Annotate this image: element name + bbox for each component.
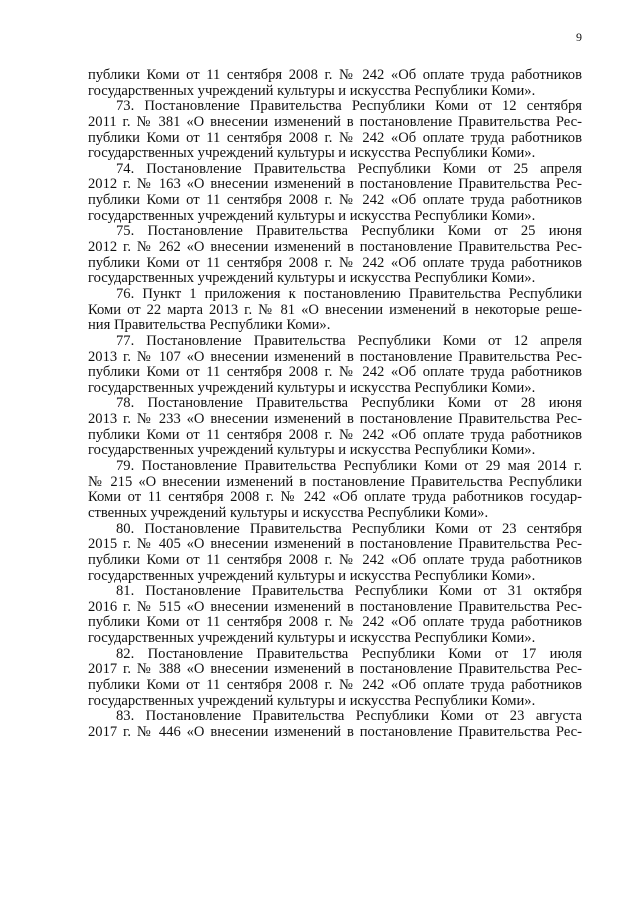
text-line: ственных учреждений культуры и искусства Республики Коми». (88, 505, 489, 521)
text-line: Коми от 22 марта 2013 г. № 81 «О внесении изменений в некоторые реше- (88, 302, 582, 318)
text-line: 2013 г. № 107 «О внесении изменений в постановление Правительства Рес- (88, 349, 582, 365)
text-line: публики Коми от 11 сентября 2008 г. № 242 «Об оплате труда работников (88, 255, 582, 271)
paragraph-first-line: 77. Постановление Правительства Республики Коми от 12 апреля (116, 333, 582, 349)
document-body (88, 68, 582, 741)
text-line: 2017 г. № 446 «О внесении изменений в постановление Правительства Рес- (88, 724, 582, 740)
text-line: 2013 г. № 233 «О внесении изменений в постановление Правительства Рес- (88, 412, 582, 428)
text-line: государственных учреждений культуры и искусства Республики Коми». (88, 568, 536, 584)
text-line: публики Коми от 11 сентября 2008 г. № 242 «Об оплате труда работников (88, 677, 582, 693)
paragraph-first-line: 83. Постановление Правительства Республики Коми от 23 августа (116, 709, 582, 725)
paragraph-first-line: 80. Постановление Правительства Республики Коми от 23 сентября (116, 521, 582, 537)
page-number: 9 (576, 30, 582, 44)
text-line: государственных учреждений культуры и искусства Республики Коми». (88, 631, 536, 647)
text-line: 2015 г. № 405 «О внесении изменений в постановление Правительства Рес- (88, 537, 582, 553)
text-line: государственных учреждений культуры и искусства Республики Коми». (88, 443, 536, 459)
text-line: № 215 «О внесении изменений в постановление Правительства Республики (88, 474, 582, 490)
paragraph-first-line: 78. Постановление Правительства Республики Коми от 28 июня (116, 396, 582, 412)
text-line: публики Коми от 11 сентября 2008 г. № 242 «Об оплате труда работников (88, 130, 582, 146)
paragraph-first-line: 82. Постановление Правительства Республики Коми от 17 июля (116, 646, 582, 662)
paragraph-first-line: 79. Постановление Правительства Республики Коми от 29 мая 2014 г. (116, 459, 582, 475)
text-line: публики Коми от 11 сентября 2008 г. № 242 «Об оплате труда работников (88, 427, 582, 443)
text-line: государственных учреждений культуры и искусства Республики Коми». (88, 83, 536, 99)
text-line: государственных учреждений культуры и искусства Республики Коми». (88, 271, 536, 287)
text-line: 2017 г. № 388 «О внесении изменений в постановление Правительства Рес- (88, 662, 582, 678)
text-line: 2016 г. № 515 «О внесении изменений в постановление Правительства Рес- (88, 599, 582, 615)
text-line: Коми от 11 сентября 2008 г. № 242 «Об оплате труда работников государ- (88, 490, 582, 506)
text-line: 2012 г. № 163 «О внесении изменений в постановление Правительства Рес- (88, 177, 582, 193)
text-line: публики Коми от 11 сентября 2008 г. № 242 «Об оплате труда работников (88, 365, 582, 381)
text-line: государственных учреждений культуры и искусства Республики Коми». (88, 693, 536, 709)
text-line: государственных учреждений культуры и искусства Республики Коми». (88, 208, 536, 224)
paragraph-first-line: 75. Постановление Правительства Республики Коми от 25 июня (116, 224, 582, 240)
text-line: ния Правительства Республики Коми». (88, 318, 331, 334)
paragraph-first-line: 73. Постановление Правительства Республики Коми от 12 сентября (116, 99, 582, 115)
text-line: публики Коми от 11 сентября 2008 г. № 242 «Об оплате труда работников (88, 552, 582, 568)
text-line: публики Коми от 11 сентября 2008 г. № 242 «Об оплате труда работников (88, 615, 582, 631)
text-line: 2011 г. № 381 «О внесении изменений в постановление Правительства Рес- (88, 114, 582, 130)
text-line: публики Коми от 11 сентября 2008 г. № 242 «Об оплате труда работников (88, 193, 582, 209)
paragraph-first-line: 76. Пункт 1 приложения к постановлению Правительства Республики (116, 286, 582, 302)
paragraph-first-line: 74. Постановление Правительства Республики Коми от 25 апреля (116, 161, 582, 177)
text-line: 2012 г. № 262 «О внесении изменений в постановление Правительства Рес- (88, 240, 582, 256)
text-line: публики Коми от 11 сентября 2008 г. № 242 «Об оплате труда работников (88, 68, 582, 83)
text-line: государственных учреждений культуры и искусства Республики Коми». (88, 380, 536, 396)
paragraph-first-line: 81. Постановление Правительства Республики Коми от 31 октября (116, 584, 582, 600)
text-line: государственных учреждений культуры и искусства Республики Коми». (88, 146, 536, 162)
